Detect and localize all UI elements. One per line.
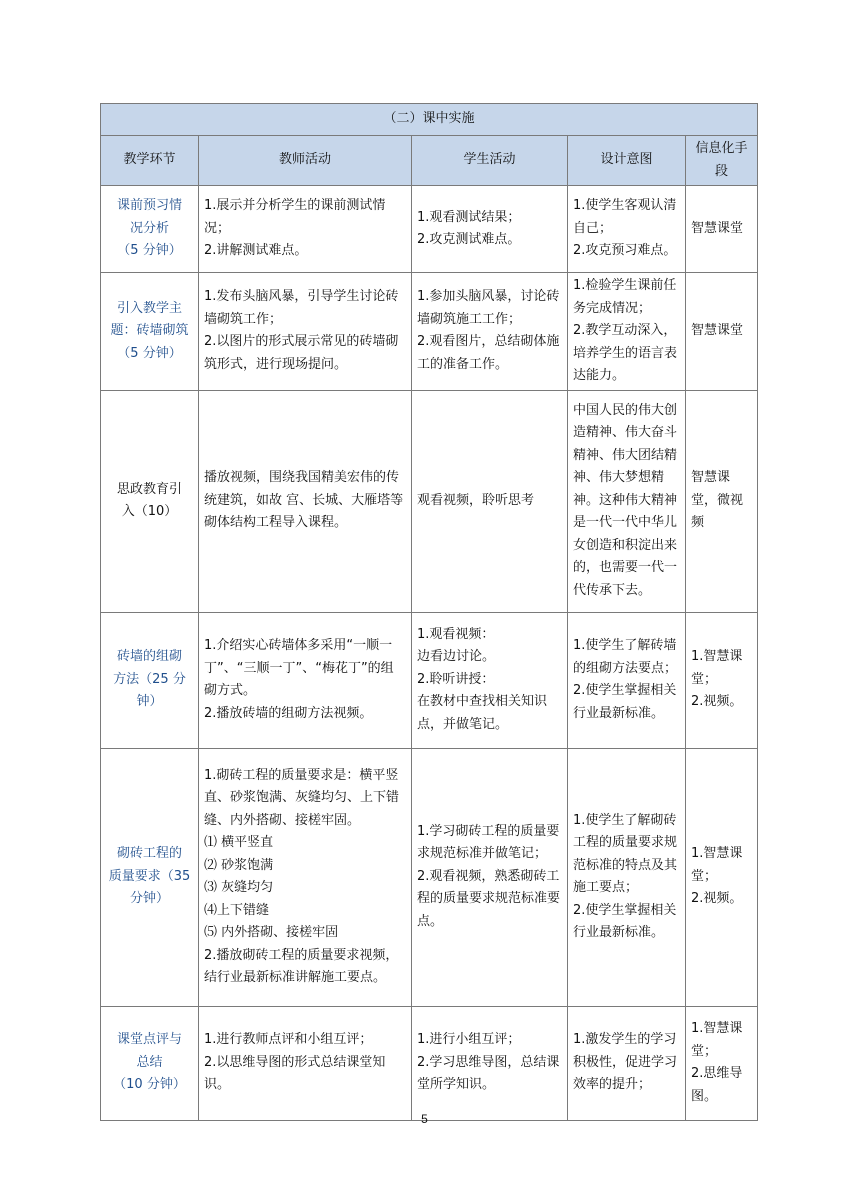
intent-line: 2.使学生掌握相关行业最新标准。 (573, 902, 677, 940)
teacher-line: ⑶ 灰缝均匀 (204, 880, 274, 895)
intent-line: 2.攻克预习难点。 (573, 243, 677, 259)
student-line: 1.学习砌砖工程的质量要求规范标准并做笔记； (417, 823, 560, 862)
design-intent-cell (568, 273, 686, 391)
student-activity-cell (412, 186, 568, 273)
stage-line: 课堂点评与 (116, 1032, 182, 1048)
teacher-line: ⑵ 砂浆饱满 (204, 857, 274, 873)
page-number: 5 (421, 1112, 428, 1126)
teacher-line: 2.播放砖墙的组砌方法视频。 (204, 705, 373, 721)
student-line: 2.攻克测试难点。 (417, 232, 521, 247)
teacher-line: 1.进行教师点评和小组互评； (204, 1032, 373, 1048)
student-activity-cell (412, 748, 568, 1006)
stage-line: 况分析 (129, 220, 169, 236)
table-row (101, 273, 758, 391)
stage-cell (101, 186, 199, 273)
info-tools-cell (686, 186, 758, 273)
tools-line: 智慧课堂，微视频 (691, 470, 744, 531)
student-line: 2.学习思维导图，总结课堂所学知识。 (417, 1054, 560, 1093)
stage-line: 题：砖墙砌筑 (110, 323, 189, 338)
teacher-line: 2.以思维导图的形式总结课堂知识。 (204, 1054, 386, 1093)
teacher-line: 1.砌砖工程的质量要求是：横平竖直、砂浆饱满、灰缝均匀、上下错缝、内外搭砌、接槎牢固。 (204, 767, 400, 828)
tools-line: 2.视频。 (691, 694, 743, 710)
student-line: 2.观看视频，熟悉砌砖工程的质量要求规范标准要点。 (417, 868, 561, 929)
section-title-row (101, 104, 758, 136)
intent-line: 中国人民的伟大创造精神、伟大奋斗精神、伟大团结精神、伟大梦想精神。这种伟大精神是一代一代中华儿女创造和积淀出来的，也需要一代一 代传承下去。 (573, 402, 678, 598)
teacher-activity-cell (199, 1006, 412, 1120)
stage-line: 思政教育引 (116, 481, 182, 497)
teacher-activity-cell (199, 612, 412, 748)
student-line: 1.观看测试结果； (417, 209, 521, 225)
teacher-line: ⑸ 内外搭砌、接槎牢固 (204, 925, 339, 940)
stage-line: 砖墙的组砌 (116, 649, 182, 665)
stage-line: 质量要求（35 (108, 868, 191, 884)
info-tools-cell (686, 273, 758, 391)
lesson-plan-table (100, 103, 758, 1121)
teacher-activity-cell (199, 273, 412, 391)
stage-line: （5 分钟） (117, 243, 182, 259)
stage-line: 入（10） (121, 504, 178, 519)
stage-line: 钟） (136, 694, 163, 710)
table-row (101, 748, 758, 1006)
stage-line: 分钟） (129, 891, 169, 907)
info-tools-cell (686, 1006, 758, 1120)
tools-line: 2.思维导图。 (691, 1066, 743, 1104)
intent-line: 2.使学生掌握相关行业最新标准。 (573, 683, 677, 721)
student-line: 2.聆听讲授： (417, 671, 495, 687)
table-row (101, 186, 758, 273)
tools-line: 智慧课堂 (691, 220, 744, 236)
header-teacher: 教师活动 (199, 136, 412, 186)
intent-line: 1.使学生了解砌砖工程的质量要求规范标准的特点及其施工要点； (573, 812, 678, 895)
stage-line: （5 分钟） (117, 345, 182, 361)
intent-line: 1.使学生了解砖墙的组砌方法要点； (573, 638, 678, 676)
student-line: 在教材中查找相关知识点，并做笔记。 (417, 694, 548, 732)
stage-cell (101, 612, 199, 748)
stage-cell (101, 1006, 199, 1120)
design-intent-cell (568, 1006, 686, 1120)
stage-line: 引入教学主 (116, 300, 182, 316)
teacher-line: 2.播放砌砖工程的质量要求视频，结行业最新标准讲解施工要点。 (204, 947, 399, 985)
table-row (101, 1006, 758, 1120)
stage-cell (101, 390, 199, 612)
info-tools-cell (686, 390, 758, 612)
student-line: 边看边讨论。 (417, 649, 496, 665)
teacher-activity-cell (199, 390, 412, 612)
student-line: 观看视频，聆听思考 (417, 492, 535, 508)
stage-cell (101, 748, 199, 1006)
student-line: 1.观看视频： (417, 626, 495, 642)
header-student: 学生活动 (412, 136, 568, 186)
header-intent: 设计意图 (568, 136, 686, 186)
teacher-line: 1.展示并分析学生的课前测试情况； (204, 198, 386, 236)
tools-line: 1.智慧课堂； (691, 1021, 743, 1059)
teacher-activity-cell (199, 186, 412, 273)
student-line: 1.参加头脑风暴，讨论砖墙砌筑施工工作； (417, 289, 560, 327)
intent-line: 1.检验学生课前任务完成情况； (573, 278, 677, 316)
section-title: （二）课中实施 (101, 104, 758, 136)
teacher-line: 播放视频，围绕我国精美宏伟的传统建筑，如故 宫、长城、大雁塔等砌体结构工程导入课程。 (204, 470, 404, 531)
student-activity-cell (412, 390, 568, 612)
teacher-line: ⑴ 横平竖直 (204, 835, 274, 850)
teacher-line: 1.介绍实心砖墙体多采用“一顺一丁”、“三顺一丁”、“梅花丁”的组砌方式。 (204, 638, 394, 698)
intent-line: 1.使学生客观认清自己； (573, 198, 677, 236)
header-stage: 教学环节 (101, 136, 199, 186)
student-line: 1.进行小组互评； (417, 1032, 521, 1048)
design-intent-cell (568, 186, 686, 273)
header-tools: 信息化手段 (686, 136, 758, 186)
header-row (101, 136, 758, 186)
stage-line: 方法（25 分 (113, 671, 186, 687)
stage-cell (101, 273, 199, 391)
student-activity-cell (412, 1006, 568, 1120)
student-activity-cell (412, 273, 568, 391)
tools-line: 1.智慧课堂； (691, 649, 743, 687)
teacher-line: 2.以图片的形式展示常见的砖墙砌筑形式，进行现场提问。 (204, 334, 399, 372)
table-row (101, 612, 758, 748)
stage-line: （10 分钟） (113, 1077, 186, 1093)
design-intent-cell (568, 748, 686, 1006)
design-intent-cell (568, 390, 686, 612)
design-intent-cell (568, 612, 686, 748)
student-line: 2.观看图片，总结砌体施工的准备工作。 (417, 334, 560, 372)
teacher-activity-cell (199, 748, 412, 1006)
table-body (101, 186, 758, 1121)
tools-line: 1.智慧课堂； (691, 846, 743, 884)
intent-line: 1.激发学生的学习积极性，促进学习效率的提升； (573, 1032, 678, 1093)
info-tools-cell (686, 612, 758, 748)
teacher-line: 2.讲解测试难点。 (204, 243, 308, 259)
tools-line: 2.视频。 (691, 891, 743, 907)
info-tools-cell (686, 748, 758, 1006)
student-activity-cell (412, 612, 568, 748)
teacher-line: 1.发布头脑风暴，引导学生讨论砖墙砌筑工作； (204, 289, 399, 327)
table-row (101, 390, 758, 612)
stage-line: 总结 (136, 1054, 163, 1070)
stage-line: 课前预习情 (116, 198, 182, 214)
intent-line: 2.教学互动深入，培养学生的语言表达能力。 (573, 323, 678, 383)
teacher-line: ⑷上下错缝 (204, 902, 270, 918)
stage-line: 砌砖工程的 (116, 846, 182, 862)
tools-line: 智慧课堂 (691, 323, 744, 338)
